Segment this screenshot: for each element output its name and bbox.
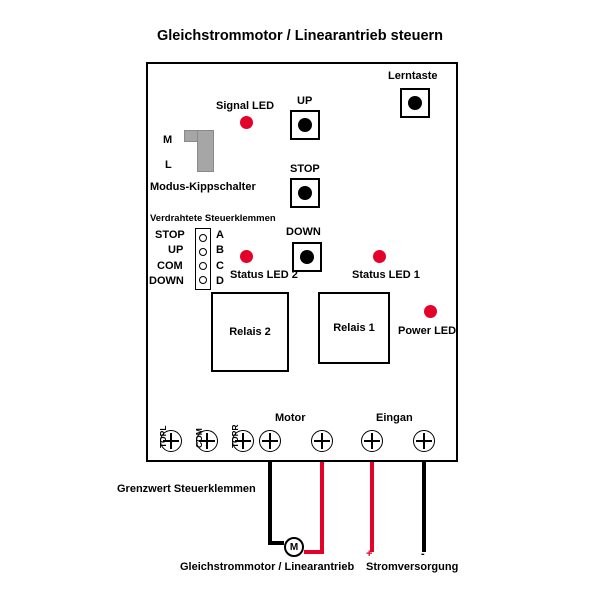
control-terminal-label-up: UP [168,244,184,256]
power-led-label: Power LED [398,325,457,337]
motor-terminal-1[interactable] [259,430,281,452]
control-terminal-label-down: DOWN [149,275,184,287]
control-terminal-label-c: C [216,260,224,272]
down-button-label: DOWN [286,226,321,238]
page-title: Gleichstrommotor / Linearantrieb steuern [156,28,444,44]
stop-button-label: STOP [290,163,320,175]
control-terminal-label-b: B [216,244,224,256]
signal-led-label: Signal LED [216,100,275,112]
motor-symbol [284,537,304,557]
motor-symbol-label: M [289,541,299,553]
stop-button-dot [298,186,312,200]
toggle-position-m-label: M [163,134,173,146]
mode-toggle-label: Modus-Kippschalter [150,181,256,193]
relay-1-label: Relais 1 [333,322,375,334]
relay-1 [318,292,390,364]
limit-terminal-label-topl: TOPL [158,425,168,448]
learn-button-label: Lerntaste [388,70,438,82]
control-terminal-label-d: D [216,275,224,287]
signal-led [240,116,253,129]
stop-button[interactable] [290,178,320,208]
up-button[interactable] [290,110,320,140]
motor-terminal-2[interactable] [311,430,333,452]
control-terminals-title: Verdrahtete Steuerklemmen [150,213,276,224]
down-button[interactable] [292,242,322,272]
control-terminal-hole-c[interactable] [199,262,207,270]
limit-terminal-label-com: COM [194,428,204,448]
control-terminal-label-a: A [216,229,224,241]
status-led-1 [373,250,386,263]
down-button-dot [300,250,314,264]
control-terminal-hole-d[interactable] [199,276,207,284]
mode-toggle-lever[interactable] [184,130,198,142]
status-led-2-label: Status LED 2 [230,269,298,281]
power-supply-label: Stromversorgung [366,561,459,573]
up-button-dot [298,118,312,132]
up-button-label: UP [297,95,313,107]
toggle-position-l-label: L [165,159,172,171]
control-terminal-label-stop: STOP [155,229,185,241]
input-terminals-label: Eingan [376,412,413,424]
power-minus-label: - [421,548,425,560]
motor-terminals-label: Motor [275,412,306,424]
power-led [424,305,437,318]
relay-2 [211,292,289,372]
control-terminal-label-com: COM [157,260,183,272]
control-terminal-hole-a[interactable] [199,234,207,242]
input-terminal-minus[interactable] [413,430,435,452]
control-terminal-hole-b[interactable] [199,248,207,256]
control-terminal-block[interactable] [195,228,211,290]
learn-button-dot [408,96,422,110]
relay-2-label: Relais 2 [229,326,271,338]
motor-description-label: Gleichstrommotor / Linearantrieb [180,561,355,573]
status-led-1-label: Status LED 1 [352,269,420,281]
power-plus-label: + [366,548,373,560]
limit-terminal-label-topr: TOPR [230,424,240,448]
learn-button[interactable] [400,88,430,118]
input-terminal-plus[interactable] [361,430,383,452]
limit-terminals-title: Grenzwert Steuerklemmen [117,483,256,495]
mode-toggle-switch[interactable] [197,130,214,172]
status-led-2 [240,250,253,263]
